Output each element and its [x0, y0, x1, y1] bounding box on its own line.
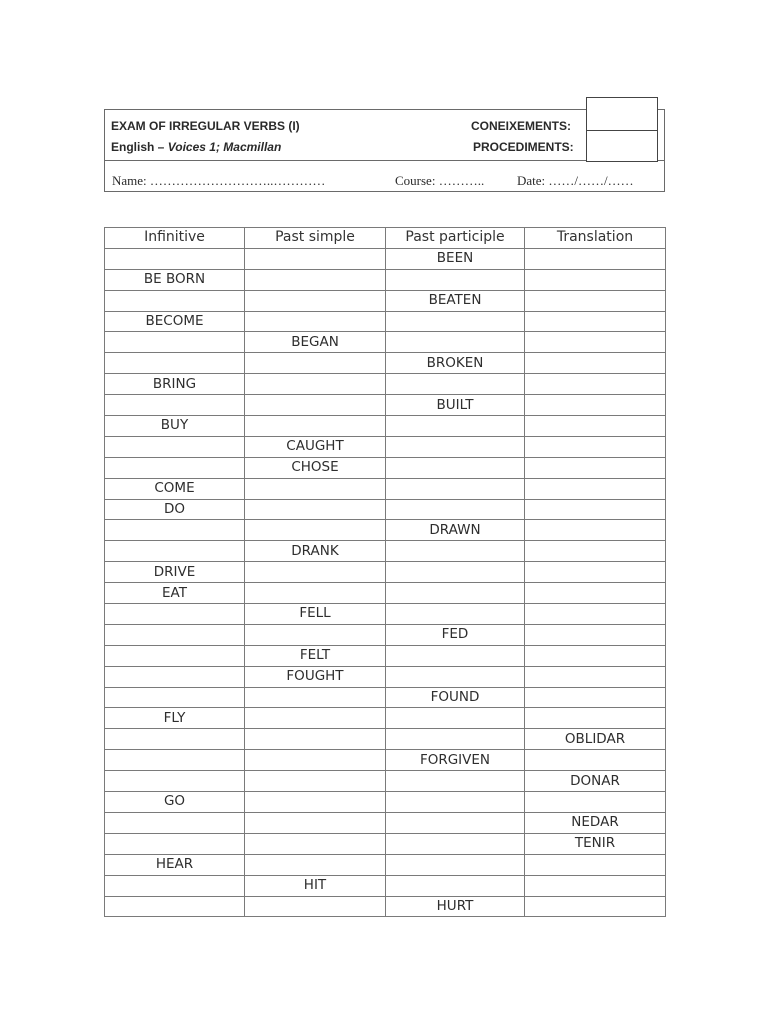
translation-cell[interactable] — [525, 562, 666, 583]
exam-subtitle — [111, 140, 281, 154]
translation-cell[interactable] — [525, 604, 666, 625]
translation-cell[interactable] — [525, 374, 666, 395]
past-simple-cell[interactable] — [245, 687, 386, 708]
past-simple-cell[interactable] — [245, 833, 386, 854]
infinitive-cell[interactable] — [105, 395, 245, 416]
infinitive-cell[interactable]: DO — [105, 499, 245, 520]
past-participle-cell[interactable] — [386, 666, 525, 687]
table-row — [105, 792, 666, 813]
past-simple-cell[interactable] — [245, 353, 386, 374]
procedures-label: PROCEDIMENTS: — [473, 140, 574, 154]
past-simple-cell[interactable]: FELT — [245, 645, 386, 666]
past-simple-cell[interactable] — [245, 395, 386, 416]
table-row — [105, 457, 666, 478]
past-participle-cell[interactable] — [386, 708, 525, 729]
table-row — [105, 269, 666, 290]
infinitive-cell[interactable] — [105, 687, 245, 708]
past-participle-cell[interactable]: FOUND — [386, 687, 525, 708]
name-field[interactable]: Name: ………………………..………… — [112, 173, 326, 188]
past-simple-cell[interactable] — [245, 520, 386, 541]
header-past-participle: Past participle — [386, 228, 525, 249]
past-participle-cell[interactable] — [386, 729, 525, 750]
header-translation: Translation — [525, 228, 666, 249]
table-row — [105, 374, 666, 395]
past-simple-cell[interactable] — [245, 248, 386, 269]
table-row — [105, 812, 666, 833]
infinitive-cell[interactable] — [105, 896, 245, 917]
table-row — [105, 729, 666, 750]
translation-cell[interactable] — [525, 854, 666, 875]
table-row — [105, 311, 666, 332]
infinitive-cell[interactable] — [105, 771, 245, 792]
translation-cell[interactable]: TENIR — [525, 833, 666, 854]
exam-title: EXAM OF IRREGULAR VERBS (I) — [111, 119, 300, 133]
infinitive-cell[interactable]: BRING — [105, 374, 245, 395]
infinitive-cell[interactable] — [105, 750, 245, 771]
past-participle-cell[interactable] — [386, 645, 525, 666]
translation-cell[interactable] — [525, 499, 666, 520]
past-simple-cell[interactable] — [245, 771, 386, 792]
table-row — [105, 896, 666, 917]
infinitive-cell[interactable]: HEAR — [105, 854, 245, 875]
past-simple-cell[interactable] — [245, 792, 386, 813]
infinitive-cell[interactable] — [105, 332, 245, 353]
table-row — [105, 708, 666, 729]
infinitive-cell[interactable]: BE BORN — [105, 269, 245, 290]
translation-cell[interactable] — [525, 290, 666, 311]
past-participle-cell[interactable] — [386, 875, 525, 896]
table-row — [105, 687, 666, 708]
translation-cell[interactable]: NEDAR — [525, 812, 666, 833]
past-participle-cell[interactable] — [386, 416, 525, 437]
infinitive-cell[interactable] — [105, 729, 245, 750]
table-row — [105, 248, 666, 269]
table-row — [105, 875, 666, 896]
header-infinitive: Infinitive — [105, 228, 245, 249]
past-simple-cell[interactable]: FOUGHT — [245, 666, 386, 687]
past-simple-cell[interactable] — [245, 750, 386, 771]
past-simple-cell[interactable] — [245, 290, 386, 311]
past-simple-cell[interactable]: FELL — [245, 604, 386, 625]
translation-cell[interactable] — [525, 875, 666, 896]
past-simple-cell[interactable] — [245, 416, 386, 437]
translation-cell[interactable] — [525, 248, 666, 269]
table-row — [105, 395, 666, 416]
past-participle-cell[interactable]: FORGIVEN — [386, 750, 525, 771]
translation-cell[interactable] — [525, 520, 666, 541]
table-row — [105, 750, 666, 771]
past-participle-cell[interactable] — [386, 436, 525, 457]
score-box — [586, 97, 658, 162]
past-simple-cell[interactable] — [245, 896, 386, 917]
translation-cell[interactable] — [525, 583, 666, 604]
table-row — [105, 666, 666, 687]
table-row — [105, 624, 666, 645]
translation-cell[interactable] — [525, 708, 666, 729]
past-participle-cell[interactable] — [386, 812, 525, 833]
verbs-table — [104, 227, 666, 917]
table-row — [105, 854, 666, 875]
infinitive-cell[interactable]: EAT — [105, 583, 245, 604]
translation-cell[interactable] — [525, 541, 666, 562]
table-row — [105, 520, 666, 541]
past-participle-cell[interactable] — [386, 332, 525, 353]
table-row — [105, 583, 666, 604]
infinitive-cell[interactable] — [105, 541, 245, 562]
translation-cell[interactable]: OBLIDAR — [525, 729, 666, 750]
past-participle-cell[interactable]: BEATEN — [386, 290, 525, 311]
past-simple-cell[interactable]: CHOSE — [245, 457, 386, 478]
translation-cell[interactable] — [525, 269, 666, 290]
past-simple-cell[interactable] — [245, 729, 386, 750]
date-field[interactable]: Date: ……/……/…… — [517, 173, 634, 188]
table-row — [105, 771, 666, 792]
past-participle-cell[interactable] — [386, 478, 525, 499]
subtitle-prefix: English – — [111, 140, 168, 154]
past-participle-cell[interactable] — [386, 771, 525, 792]
translation-cell[interactable] — [525, 750, 666, 771]
past-simple-cell[interactable] — [245, 499, 386, 520]
infinitive-cell[interactable] — [105, 353, 245, 374]
past-participle-cell[interactable]: BUILT — [386, 395, 525, 416]
infinitive-cell[interactable] — [105, 624, 245, 645]
past-simple-cell[interactable] — [245, 708, 386, 729]
past-participle-cell[interactable] — [386, 854, 525, 875]
past-participle-cell[interactable] — [386, 374, 525, 395]
past-participle-cell[interactable]: FED — [386, 624, 525, 645]
table-row — [105, 604, 666, 625]
past-participle-cell[interactable]: BEEN — [386, 248, 525, 269]
past-participle-cell[interactable] — [386, 604, 525, 625]
past-simple-cell[interactable]: DRANK — [245, 541, 386, 562]
past-simple-cell[interactable]: HIT — [245, 875, 386, 896]
header-divider — [105, 160, 664, 161]
past-participle-cell[interactable] — [386, 311, 525, 332]
table-row — [105, 541, 666, 562]
table-row — [105, 353, 666, 374]
infinitive-cell[interactable]: DRIVE — [105, 562, 245, 583]
translation-cell[interactable]: DONAR — [525, 771, 666, 792]
table-row — [105, 332, 666, 353]
infinitive-cell[interactable] — [105, 457, 245, 478]
past-simple-cell[interactable] — [245, 583, 386, 604]
past-participle-cell[interactable] — [386, 499, 525, 520]
score-box-divider — [587, 130, 657, 131]
past-simple-cell[interactable] — [245, 311, 386, 332]
infinitive-cell[interactable] — [105, 666, 245, 687]
table-row — [105, 499, 666, 520]
past-participle-cell[interactable]: BROKEN — [386, 353, 525, 374]
translation-cell[interactable] — [525, 792, 666, 813]
past-participle-cell[interactable] — [386, 457, 525, 478]
knowledge-label: CONEIXEMENTS: — [471, 119, 572, 133]
table-row — [105, 416, 666, 437]
infinitive-cell[interactable] — [105, 812, 245, 833]
past-simple-cell[interactable]: CAUGHT — [245, 436, 386, 457]
header-past-simple: Past simple — [245, 228, 386, 249]
infinitive-cell[interactable]: COME — [105, 478, 245, 499]
table-row — [105, 833, 666, 854]
past-participle-cell[interactable] — [386, 792, 525, 813]
table-row — [105, 562, 666, 583]
translation-cell[interactable] — [525, 395, 666, 416]
infinitive-cell[interactable]: FLY — [105, 708, 245, 729]
past-participle-cell[interactable]: DRAWN — [386, 520, 525, 541]
translation-cell[interactable] — [525, 332, 666, 353]
translation-cell[interactable] — [525, 311, 666, 332]
infinitive-cell[interactable] — [105, 875, 245, 896]
translation-cell[interactable] — [525, 416, 666, 437]
infinitive-cell[interactable] — [105, 604, 245, 625]
infinitive-cell[interactable]: GO — [105, 792, 245, 813]
translation-cell[interactable] — [525, 353, 666, 374]
infinitive-cell[interactable] — [105, 248, 245, 269]
translation-cell[interactable] — [525, 687, 666, 708]
translation-cell[interactable] — [525, 457, 666, 478]
infinitive-cell[interactable] — [105, 290, 245, 311]
past-simple-cell[interactable] — [245, 478, 386, 499]
table-row — [105, 478, 666, 499]
translation-cell[interactable] — [525, 645, 666, 666]
past-simple-cell[interactable] — [245, 269, 386, 290]
infinitive-cell[interactable] — [105, 645, 245, 666]
translation-cell[interactable] — [525, 478, 666, 499]
infinitive-cell[interactable] — [105, 520, 245, 541]
past-participle-cell[interactable] — [386, 833, 525, 854]
table-header-row — [105, 228, 666, 249]
infinitive-cell[interactable]: BECOME — [105, 311, 245, 332]
infinitive-cell[interactable] — [105, 833, 245, 854]
past-simple-cell[interactable] — [245, 374, 386, 395]
table-row — [105, 645, 666, 666]
past-participle-cell[interactable] — [386, 562, 525, 583]
infinitive-cell[interactable]: BUY — [105, 416, 245, 437]
past-participle-cell[interactable] — [386, 541, 525, 562]
past-simple-cell[interactable]: BEGAN — [245, 332, 386, 353]
table-row — [105, 436, 666, 457]
past-simple-cell[interactable] — [245, 562, 386, 583]
past-participle-cell[interactable] — [386, 269, 525, 290]
course-field[interactable]: Course: ……….. — [395, 173, 485, 188]
translation-cell[interactable] — [525, 624, 666, 645]
translation-cell[interactable] — [525, 436, 666, 457]
past-participle-cell[interactable] — [386, 583, 525, 604]
past-simple-cell[interactable] — [245, 624, 386, 645]
past-simple-cell[interactable] — [245, 812, 386, 833]
subtitle-source: Voices 1; Macmillan — [167, 140, 282, 154]
table-row — [105, 290, 666, 311]
past-simple-cell[interactable] — [245, 854, 386, 875]
infinitive-cell[interactable] — [105, 436, 245, 457]
translation-cell[interactable] — [525, 896, 666, 917]
past-participle-cell[interactable]: HURT — [386, 896, 525, 917]
translation-cell[interactable] — [525, 666, 666, 687]
